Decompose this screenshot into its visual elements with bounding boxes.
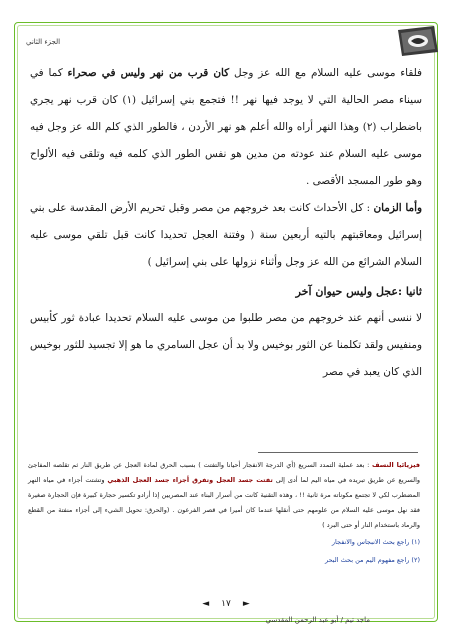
page-number-value: ١٧ — [221, 599, 231, 609]
main-text — [30, 60, 422, 386]
section-heading: ثانيا :عجل وليس حيوان آخر — [295, 285, 422, 298]
paragraph-3: لا ننسى أنهم عند خروجهم من مصر طلبوا من موسى عليه السلام تحديدا عبادة ثور كأبيس ومنفيس ولقد تكلمنا عن الثور بوخيس ولا بد أن عجل السامري ما هو إلا تجسيد للثور بوخيس الذي كان يعبد في مصر — [30, 312, 422, 378]
section-lead: وأما الزمان — [373, 202, 422, 214]
paragraph-2: وأما الزمان : كل الأحداث كانت بعد خروجهم من مصر وقبل تحريم الأرض المقدسة على بني إسرائيل ومعاقبتهم بالتيه أربعين سنة ( وفتنة العجل تحديدا كانت قبل تلقي موسى عليه السلام الشرائع من الله عز وجل وأثناء نزولها على بني إسرائيل ) — [30, 202, 422, 268]
arrow-left-icon: ◄ — [202, 599, 210, 609]
paragraph-1: فلقاء موسى عليه السلام مع الله عز وجل كان قرب من نهر وليس في صحراء كما في سيناء مصر الحالية التي لا يوجد فيها نهر !! فتجمع بني إسرائيل (١) كان قرب نهر يجري باضطراب (٢) وهذا النهر أراه والله أعلم هو نهر الأردن ، فالطور الذي كلم الله عز وجل فيه موسى عليه السلام عند عودته من مدين هو نفس الطور الذي كلمه فيه وتلقى فيه الألواح وهو طور المسجد الأقصى . — [30, 67, 422, 187]
part-label: الجزء الثاني — [26, 38, 61, 46]
footnote-title: فيزيائيا النسف — [372, 461, 420, 469]
page-number — [180, 596, 272, 612]
footnote — [28, 458, 420, 569]
footnote-reference: (١) راجع بحث الانبجاس والانفجار — [331, 538, 420, 546]
footnote-highlight: تفتت جسد العجل وتفرق أجزاء جسد العجل الذهبي — [107, 476, 273, 484]
author-credit: ماجد تيم / أبو عبد الرحمن المقدسي — [265, 616, 370, 624]
footnote-reference: (٢) راجع مفهوم اليم من بحث البحر — [325, 556, 420, 564]
arrow-right-icon: ► — [242, 599, 250, 609]
corner-logo-icon — [392, 24, 440, 58]
footnote-body: فيزيائيا النسف : بعد عملية التمدد السريع (أي الدرجة الانفجار أحيانا والتفتت ) بسبب الحرق لمادة العجل عن طريق النار ثم تقلصه المفاجئ والسريع عن طريق تبريده في مياه اليم لما أدى إلى تفتت جسد العجل وتفرق أجزاء جسد العجل الذهبي وتشتت أجزاء في مياه النهر المضطرب لكي لا تجتمع مكوناته مرة ثانية !! ، وهذه التقنية كانت من أسرار البناء عند المصريين إذا أرادو تكسير حجارة كبيرة فإن الحجارة صغيرة فقد نهل موسى عليه السلام من علومهم حتى أنقلها عندما كان أميرا في قصر الفرعون . (والحرق: تحويل الشيء إلى أجزاء منفتة من القطع والرماد باستخدام النار أو حتى البرد ) — [28, 461, 421, 529]
emphasis-text: كان قرب من نهر وليس في صحراء — [67, 67, 230, 79]
footnote-divider — [258, 452, 418, 453]
